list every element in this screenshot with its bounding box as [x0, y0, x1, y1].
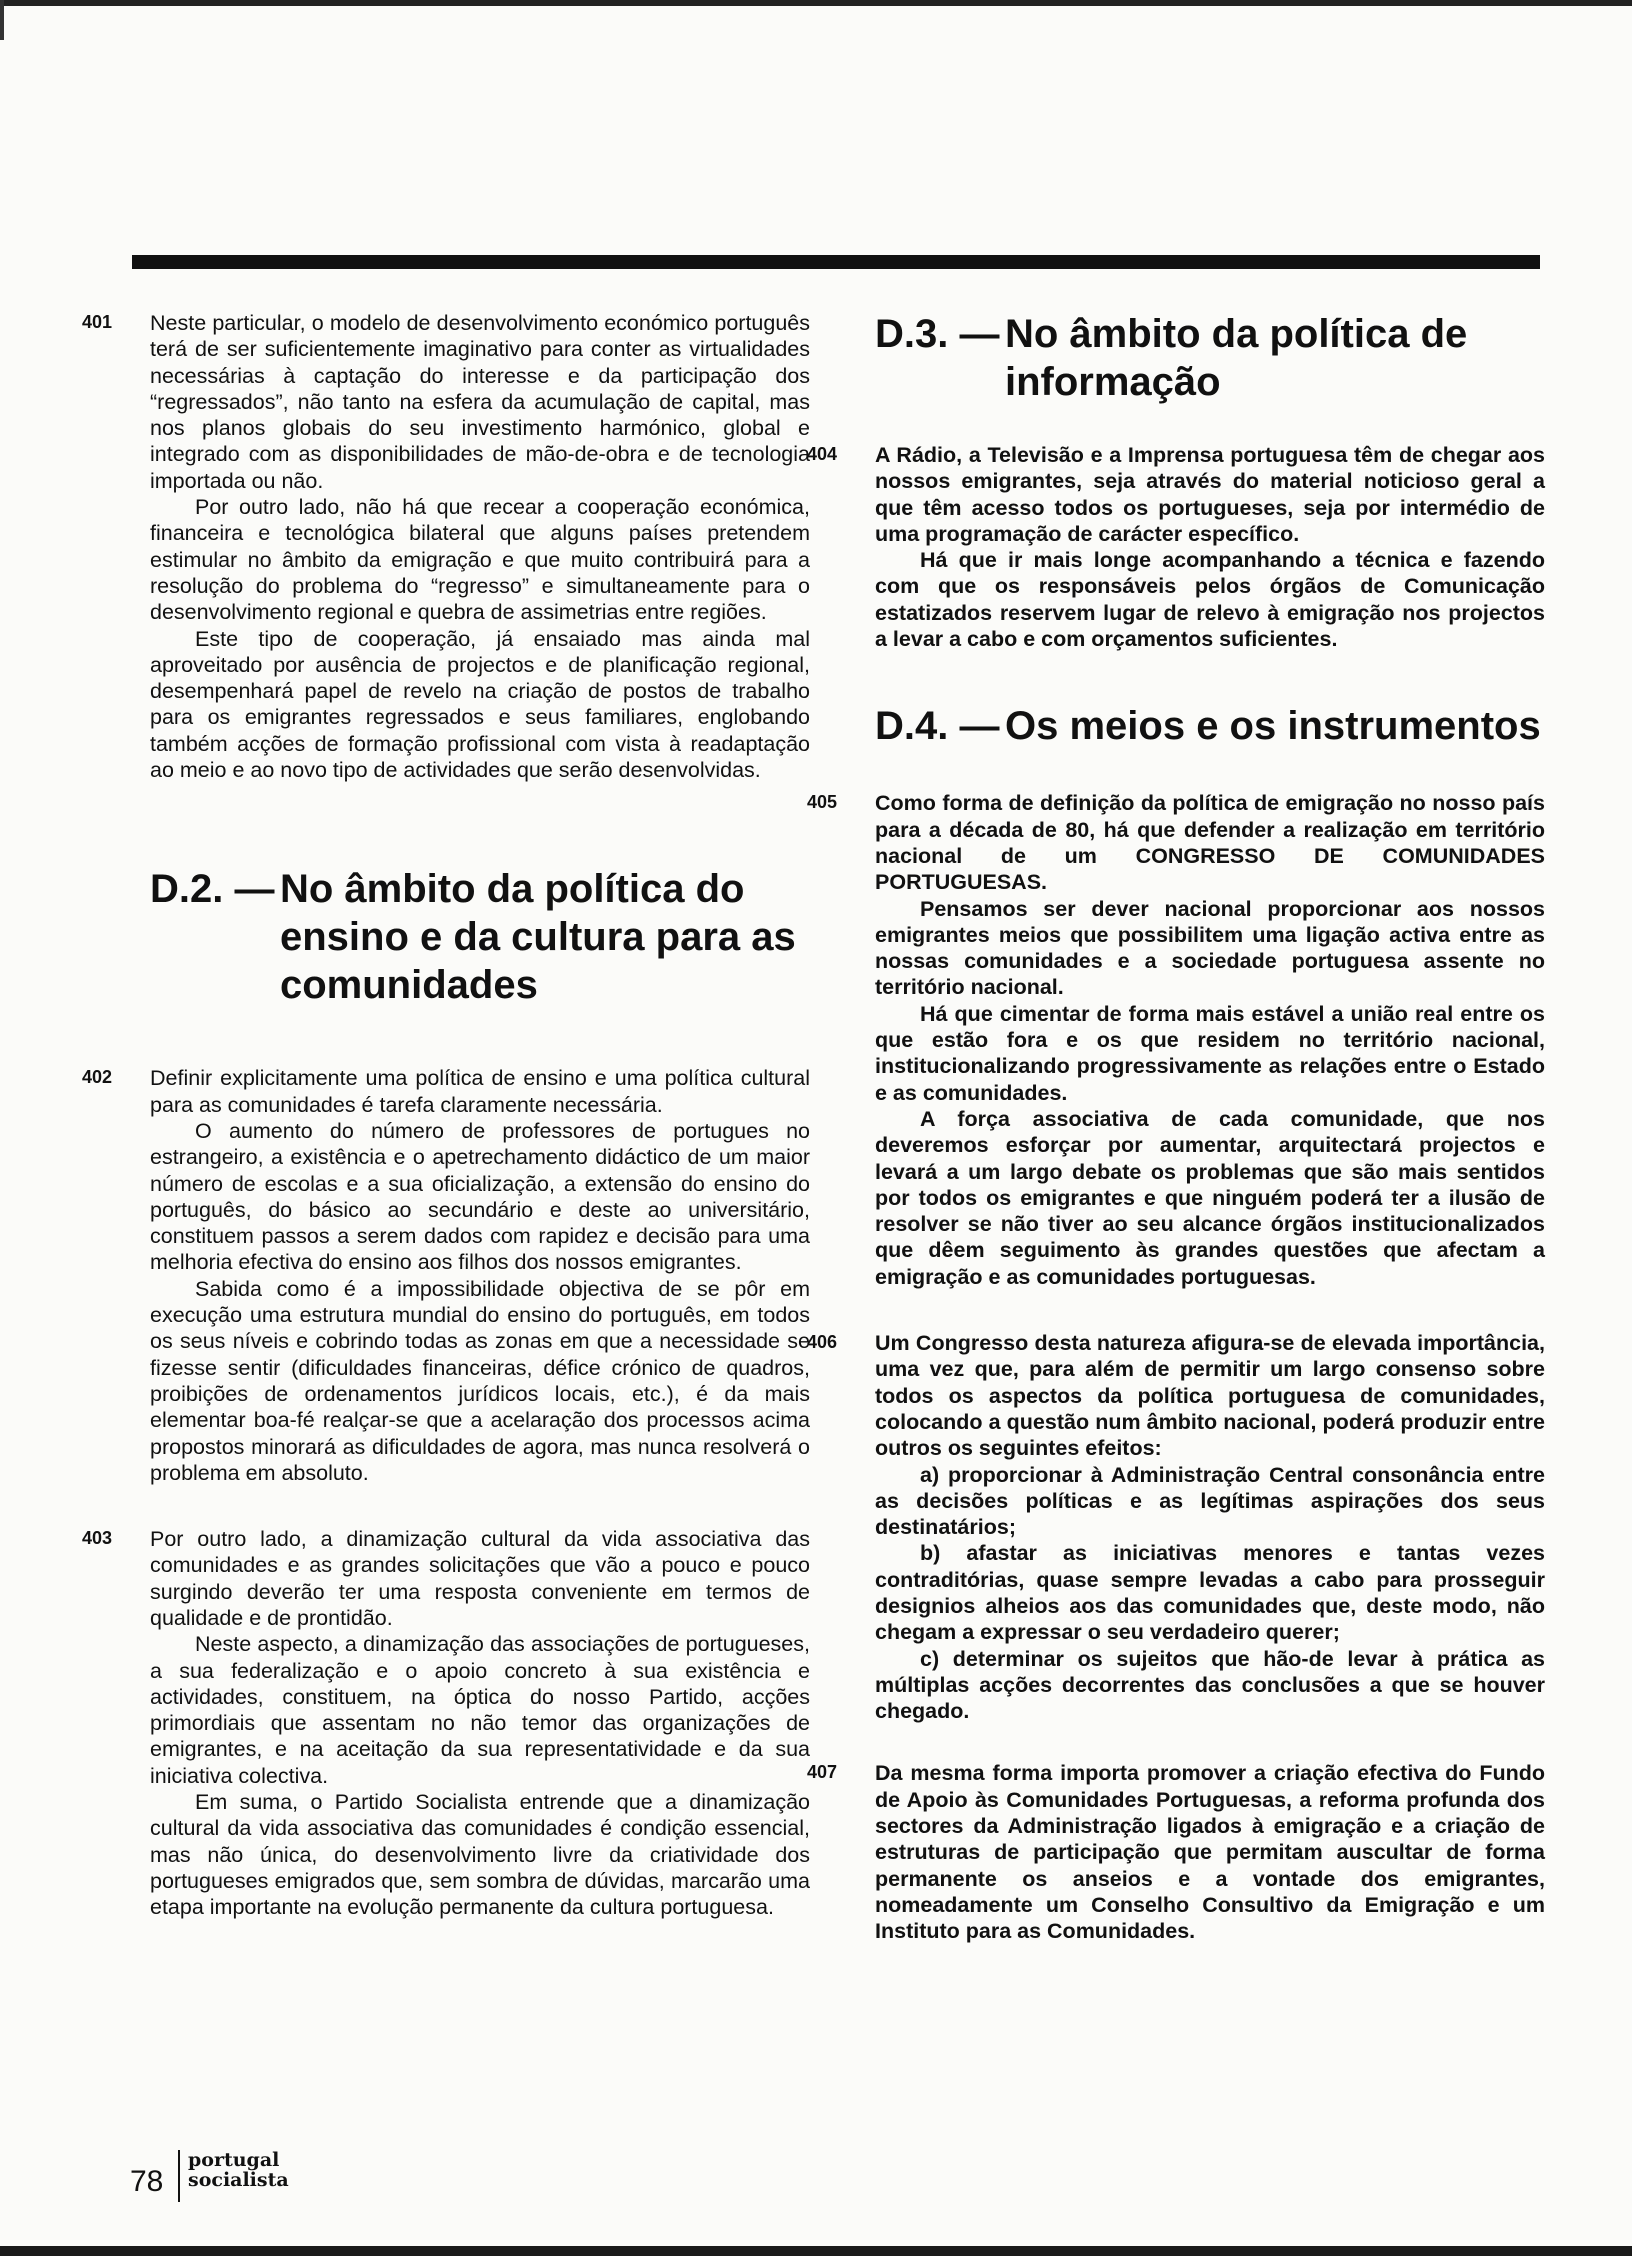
paragraph-text: a) proporcionar à Administração Central consonância entre as decisões políticas e as legítimas aspirações dos seus destinatários; [875, 1462, 1545, 1540]
left-column [82, 310, 810, 1921]
page-number: 78 [130, 2165, 164, 2198]
paragraph-text: Por outro lado, não há que recear a cooperação económica, financeira e tecnológica bilateral que alguns países pretendem estimular no âmbito da emigração e que muito contribuirá para a resolução do problema do “regresso” e simultaneamente para o desenvolvimento regional e quebra de assimetrias entre regiões. [150, 495, 810, 625]
section-code: D.4. — [875, 704, 1000, 749]
paragraph-text: A força associativa de cada comunidade, que nos deveremos esforçar por aumentar, arquitectará projectos e levará a um largo debate os problemas que são mais sentidos por todos os emigrantes e que ninguém poderá ter a ilusão de resolver se não tiver ao seu alcance órgãos institucionalizados que dêem seguimento às grandes questões que afectam a emigração e as comunidades portuguesas. [875, 1106, 1545, 1289]
logo-line: socialista [188, 2169, 289, 2191]
paragraph-406 [807, 1330, 1545, 1724]
paragraph-number: 405 [807, 792, 838, 813]
paragraph-text: Há que ir mais longe acompanhando a técnica e fazendo com que os responsáveis pelos órgãos de Comunicação estatizados reservem lugar de relevo à emigração nos projectos a levar a cabo e com orçamentos suficientes. [875, 548, 1545, 652]
paragraph-text: Pensamos ser dever nacional proporcionar aos nossos emigrantes meios que possibilitem uma ligação activa entre as nossas comunidades e a sociedade portuguesa assente no território nacional. [875, 896, 1545, 1000]
paragraph-text: Em suma, o Partido Socialista entrende que a dinamização cultural da vida associativa das comunidades é condição essencial, mas não única, do desenvolvimento livre da criatividade dos portugueses emigrados que, sem sombra de dúvidas, marcarão uma etapa importante na evolução permanente da cultura portuguesa. [150, 1790, 810, 1920]
paragraph-402 [82, 1065, 810, 1486]
section-title: No âmbito da política de informação [1005, 312, 1468, 404]
paragraph-text: Há que cimentar de forma mais estável a união real entre os que estão fora e os que residem no território nacional, institucionalizando progressivamente as relações entre o Estado e as comunidades. [875, 1001, 1545, 1105]
paragraph-number: 402 [82, 1067, 113, 1088]
paragraph-number: 407 [807, 1762, 838, 1783]
footer-separator [178, 2150, 180, 2202]
paragraph-text: Por outro lado, a dinamização cultural da vida associativa das comunidades e as grandes solicitações que vão a pouco e pouco surgindo deverão ter uma resposta conveniente em termos de qualidade e de prontidão. [150, 1527, 810, 1630]
section-code: D.3. — [875, 312, 1000, 356]
logo-line: portugal [188, 2149, 280, 2171]
paragraph-405 [807, 790, 1545, 1290]
section-code: D.2. — [150, 867, 275, 912]
top-border-rule [0, 0, 1632, 6]
section-heading-d3 [875, 310, 1545, 406]
right-column [807, 310, 1545, 1945]
paragraph-text: Definir explicitamente uma política de ensino e uma política cultural para as comunidades é tarefa claramente necessária. [150, 1066, 810, 1117]
section-heading-d2 [150, 865, 810, 1009]
section-title: Os meios e os instrumentos [1005, 704, 1541, 749]
paragraph-403 [82, 1526, 810, 1920]
section-title: No âmbito da política do ensino e da cultura para as comunidades [280, 867, 796, 1008]
bottom-border-rule [0, 2246, 1632, 2256]
paragraph-text: O aumento do número de professores de portugues no estrangeiro, a existência e o apetrechamento didáctico de um maior número de escolas e a sua oficialização, a extensão do ensino do português, do básico ao secundário e deste ao universitário, constituem passos a serem dados com rapidez e decisão para uma melhoria efectiva do ensino aos filhos dos nossos emigrantes. [150, 1118, 810, 1275]
paragraph-text: Como forma de definição da política de emigração no nosso país para a década de 80, há que defender a realização em território nacional de um CONGRESSO DE COMUNIDADES PORTUGUESAS. [875, 791, 1545, 895]
section-heading-d4 [875, 702, 1545, 750]
publication-logo [188, 2150, 289, 2190]
paragraph-text: Sabida como é a impossibilidade objectiva de se pôr em execução uma estrutura mundial do ensino do português, em todos os seus níveis e cobrindo todas as zonas em que a necessidade se fizesse sentir (dificuldades financeiras, défice crónico de quadros, proibições de ordenamentos jurídicos locais, etc.), é da mais elementar boa-fé realçar-se que a acelaração dos processos acima propostos minorará as dificuldades de agora, mas nunca resolverá o problema em absoluto. [150, 1276, 810, 1485]
paragraph-text: Este tipo de cooperação, já ensaiado mas ainda mal aproveitado por ausência de projectos e de planificação regional, desempenhará papel de revelo na criação de postos de trabalho para os emigrantes regressados e seus familiares, englobando também acções de formação profissional com vista à readaptação ao meio e ao novo tipo de actividades que serão desenvolvidas. [150, 626, 810, 783]
paragraph-407 [807, 1760, 1545, 1944]
paragraph-401 [82, 310, 810, 783]
paragraph-number: 401 [82, 312, 113, 332]
paragraph-number: 406 [807, 1332, 838, 1353]
paragraph-text: b) afastar as iniciativas menores e tantas vezes contraditórias, quase sempre levadas a cabo para prosseguir designios alheios aos das comunidades que, deste modo, não chegam a expressar o seu verdadeiro querer; [875, 1541, 1545, 1645]
paragraph-text: A Rádio, a Televisão e a Imprensa portuguesa têm de chegar aos nossos emigrantes, seja através do material noticioso geral a que têm acesso todos os portugueses, seja por intermédio de uma programação de carácter específico. [875, 443, 1545, 546]
header-bar [132, 255, 1540, 269]
paragraph-text: Neste particular, o modelo de desenvolvimento económico português terá de ser suficientemente imaginativo para conter as virtualidades necessárias à captação do interesse e da participação dos “regressados”, não tanto na esfera da acumulação de capital, mas nos planos globais do seu investimento harmónico, global e integrado com as disponibilidades de mão-de-obra e de tecnologia importada ou não. [150, 311, 810, 493]
paragraph-number: 404 [807, 444, 838, 464]
paragraph-number: 403 [82, 1528, 113, 1549]
left-border-rule [0, 0, 4, 40]
paragraph-404 [807, 442, 1545, 652]
paragraph-text: c) determinar os sujeitos que hão-de levar à prática as múltiplas acções decorrentes das conclusões a que se houver chegado. [875, 1646, 1545, 1724]
paragraph-text: Da mesma forma importa promover a criação efectiva do Fundo de Apoio às Comunidades Portuguesas, a reforma profunda dos sectores da Administração ligados à emigração e a criação de estruturas de participação que permitam auscultar de forma permanente os anseios e a vontade dos emigrantes, nomeadamente um Conselho Consultivo da Emigração e um Instituto para as Comunidades. [875, 1761, 1545, 1944]
paragraph-text: Neste aspecto, a dinamização das associações de portugueses, a sua federalização e o apoio concreto à sua existência e actividades, constituem, na óptica do nosso Partido, acções primordiais que assentam no não temor das organizações de emigrantes, e na aceitação da sua representatividade e da sua iniciativa colectiva. [150, 1632, 810, 1788]
paragraph-text: Um Congresso desta natureza afigura-se de elevada importância, uma vez que, para além de permitir um largo consenso sobre todos os aspectos da política portuguesa de comunidades, colocando a questão num âmbito nacional, poderá produzir entre outros os seguintes efeitos: [875, 1331, 1545, 1461]
